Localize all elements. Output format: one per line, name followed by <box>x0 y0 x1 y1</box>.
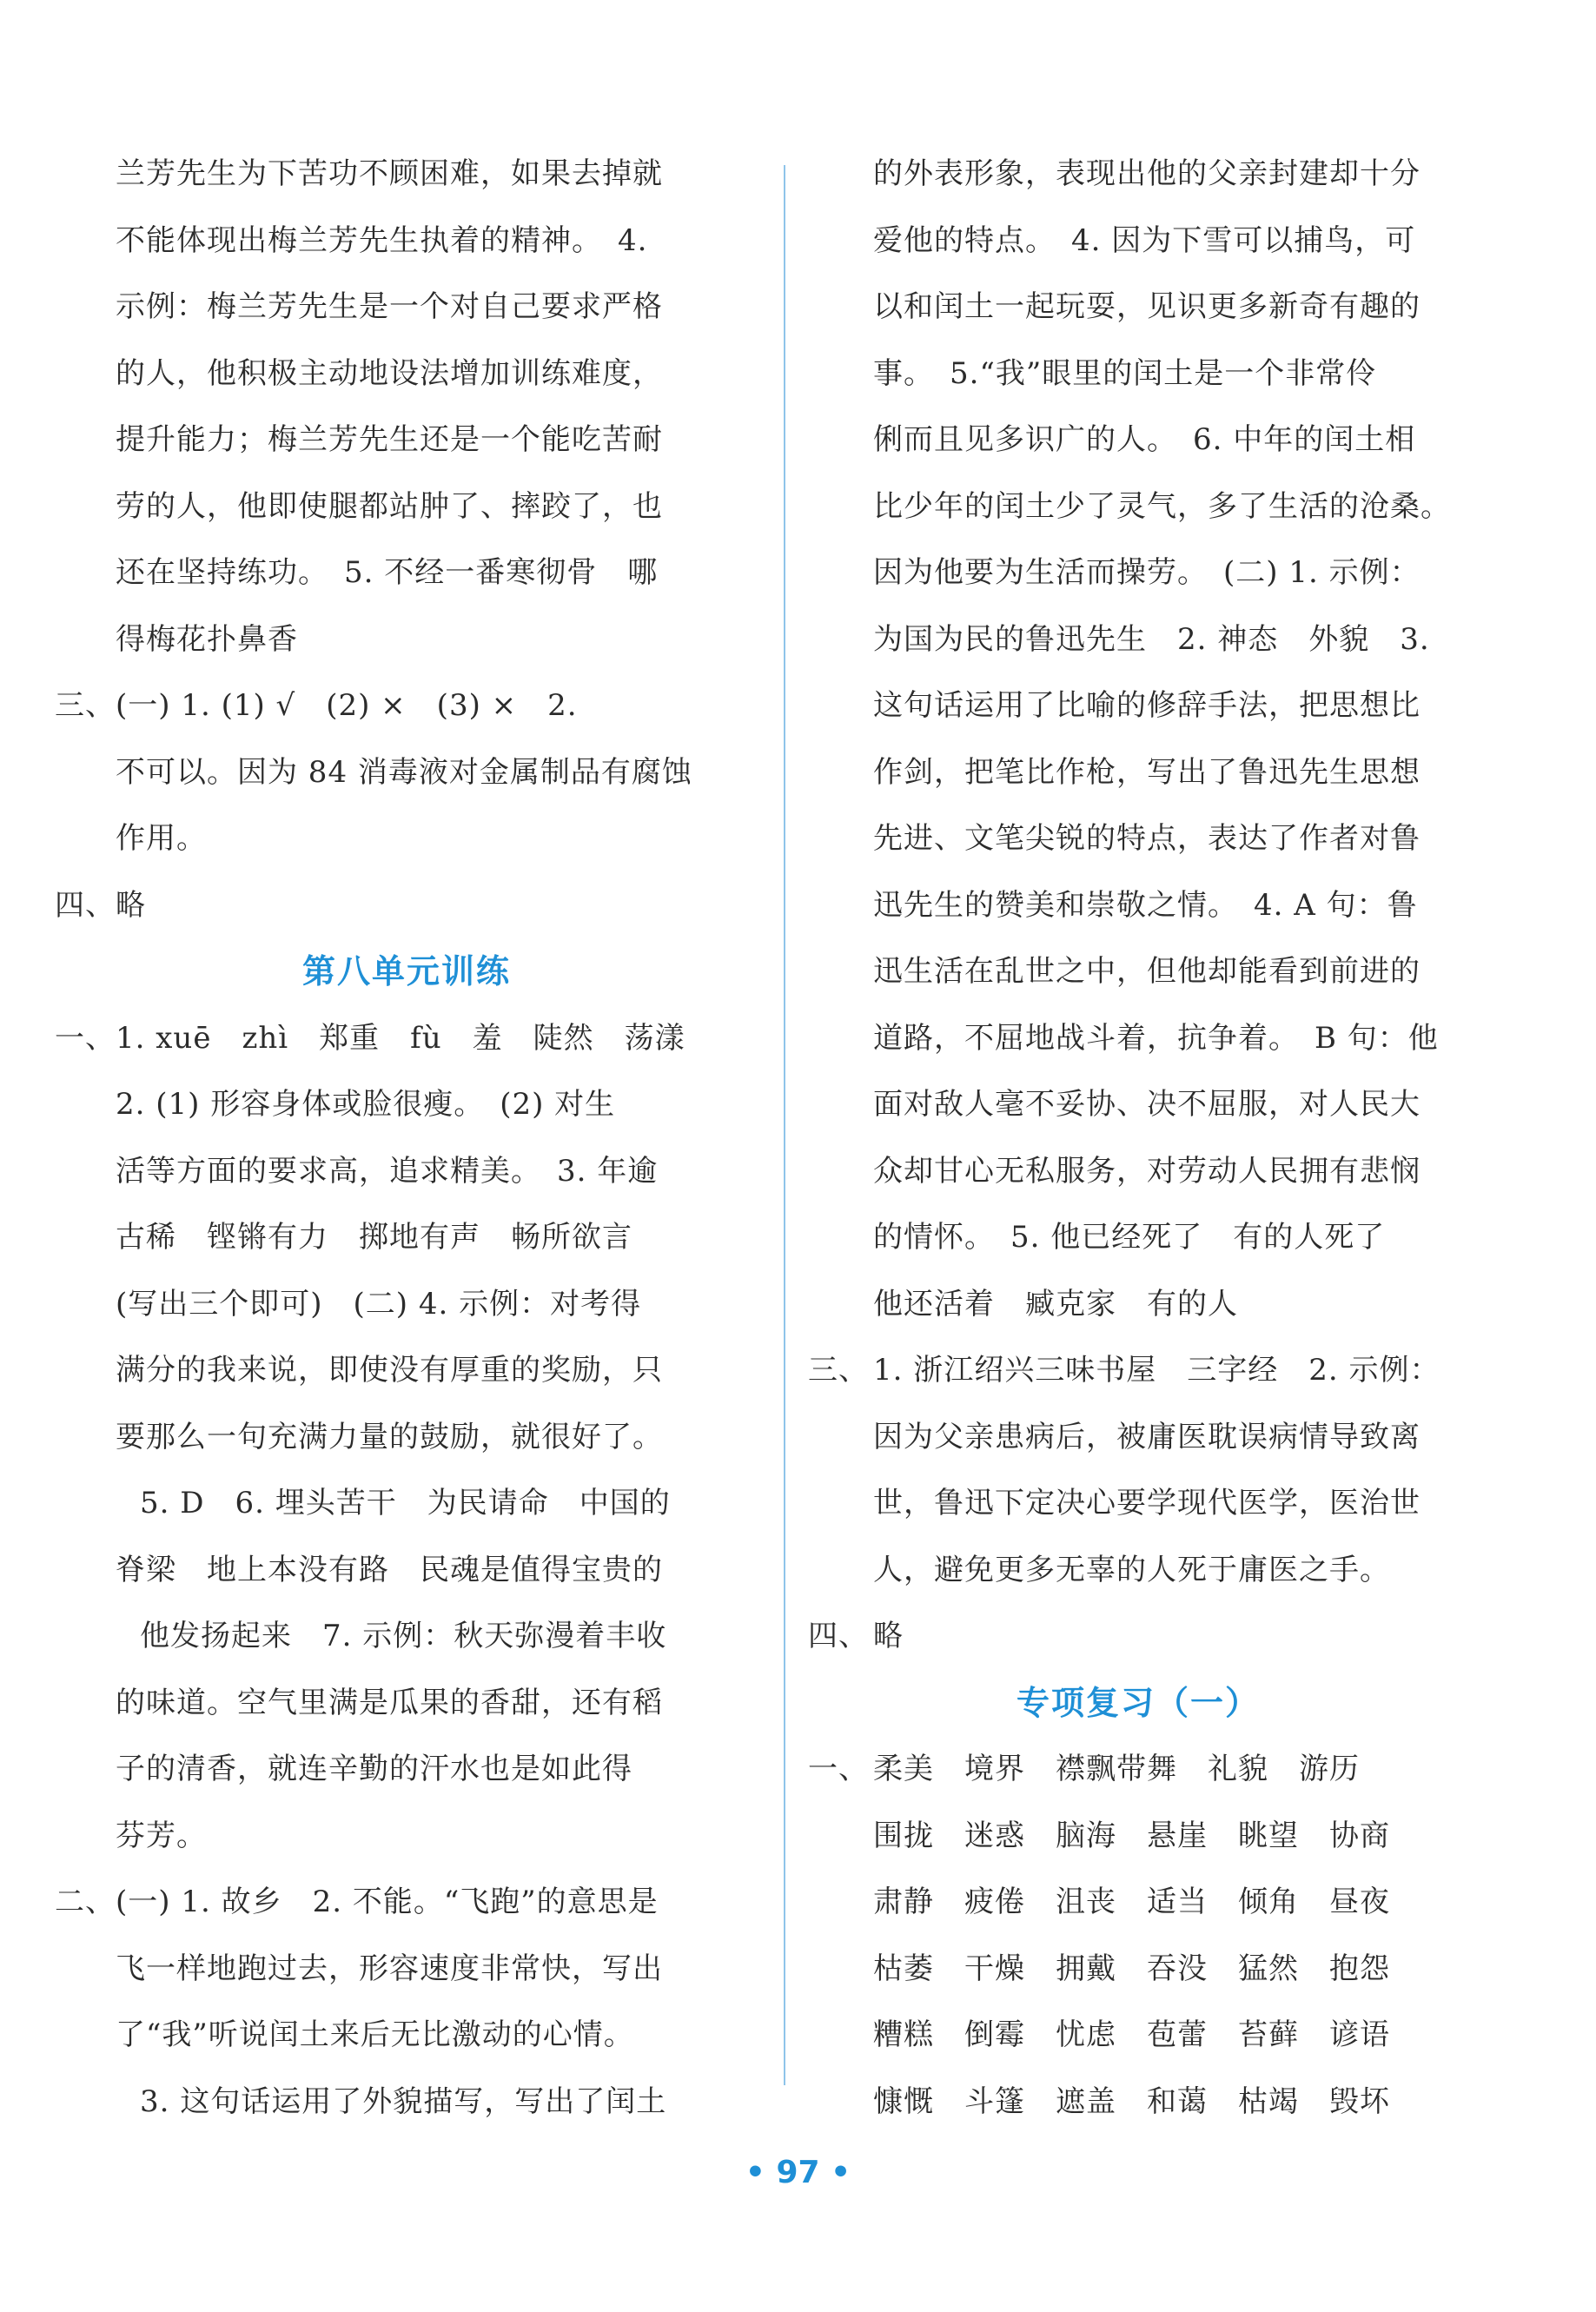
review-title: 专项复习（一） <box>1016 1683 1260 1722</box>
text-line: 兰芳先生为下苦功不顾困难，如果去掉就 <box>116 156 663 191</box>
text-line: 得梅花扑鼻香 <box>116 621 298 657</box>
text-line: 慷慨 斗篷 遮盖 和蔼 枯竭 毁坏 <box>873 2083 1390 2119</box>
page-number: • 97 • <box>745 2155 851 2190</box>
text-line: 古稀 铿锵有力 掷地有声 畅所欲言 <box>116 1220 632 1255</box>
text-line: 2. (1) 形容身体或脸很瘦。 (2) 对生 <box>116 1087 616 1122</box>
text-line: 迅先生的赞美和崇敬之情。 4. A 句：鲁 <box>873 887 1418 923</box>
section-label: 三、 <box>808 1353 869 1388</box>
text-line: 枯萎 干燥 拥戴 吞没 猛然 抱怨 <box>873 1951 1390 1986</box>
unit8-section-1-line <box>55 1005 758 1072</box>
text-line: 迅生活在乱世之中，但他却能看到前进的 <box>873 954 1421 989</box>
section-3-line <box>808 1337 1468 1404</box>
text-line: 的味道。空气里满是瓜果的香甜，还有稻 <box>116 1685 663 1720</box>
section-4-line <box>55 872 758 939</box>
text-line: (一) 1. 故乡 2. 不能。“飞跑”的意思是 <box>116 1885 659 1919</box>
text-line: 先进、文笔尖锐的特点，表达了作者对鲁 <box>873 821 1421 856</box>
section-4-line <box>808 1603 1468 1670</box>
text-line: 他发扬起来 7. 示例：秋天弥漫着丰收 <box>140 1619 667 1653</box>
text-line: 的外表形象，表现出他的父亲封建却十分 <box>873 156 1421 191</box>
text-line: 柔美 境界 襟飘带舞 礼貌 游历 <box>873 1752 1360 1786</box>
text-line: 以和闰土一起玩耍，见识更多新奇有趣的 <box>873 289 1421 324</box>
text-line: (一) 1. (1) √ (2) × (3) × 2. <box>116 688 578 723</box>
text-line: 人，避免更多无辜的人死于庸医之手。 <box>873 1552 1390 1587</box>
text-line: 劳的人，他即使腿都站肿了、摔跤了，也 <box>116 488 663 524</box>
text-line: 还在坚持练功。 5. 不经一番寒彻骨 哪 <box>116 555 659 590</box>
text-line: 的人，他积极主动地设法增加训练难度， <box>116 355 663 391</box>
text-line: 因为父亲患病后，被庸医耽误病情导致离 <box>873 1419 1421 1454</box>
text-line: 要那么一句充满力量的鼓励，就很好了。 <box>116 1419 663 1454</box>
text-line: 1. xuē zhì 郑重 fù 羞 陡然 荡漾 <box>116 1020 685 1056</box>
text-line: 事。 5.“我”眼里的闰土是一个非常伶 <box>873 355 1377 391</box>
text-line: 了“我”听说闰土来后无比激动的心情。 <box>116 2017 634 2052</box>
text-line: 示例：梅兰芳先生是一个对自己要求严格 <box>116 289 663 324</box>
section-label: 四、 <box>808 1619 869 1653</box>
text-line: 因为他要为生活而操劳。 (二) 1. 示例： <box>873 555 1421 590</box>
text-line: 提升能力；梅兰芳先生还是一个能吃苦耐 <box>116 422 663 457</box>
text-line: 为国为民的鲁迅先生 2. 神态 外貌 3. <box>873 621 1430 657</box>
text-line: 满分的我来说，即使没有厚重的奖励，只 <box>116 1353 663 1388</box>
text-line: 3. 这句话运用了外貌描写，写出了闰土 <box>140 2083 667 2119</box>
text-line: 众却甘心无私服务，对劳动人民拥有悲悯 <box>873 1153 1421 1189</box>
text-line: 略 <box>873 1619 904 1653</box>
text-line: 这句话运用了比喻的修辞手法，把思想比 <box>873 688 1421 723</box>
section-3-line <box>55 672 758 739</box>
right-column <box>808 141 1468 2135</box>
text-line: 世，鲁迅下定决心要学现代医学，医治世 <box>873 1486 1421 1520</box>
text-line: (写出三个即可) (二) 4. 示例：对考得 <box>116 1286 642 1322</box>
text-line: 5. D 6. 埋头苦干 为民请命 中国的 <box>140 1486 671 1520</box>
text-line: 道路，不屈地战斗着，抗争着。 B 句：他 <box>873 1020 1439 1056</box>
text-line: 不可以。因为 84 消毒液对金属制品有腐蚀 <box>116 754 692 790</box>
unit8-title: 第八单元训练 <box>301 952 511 990</box>
text-line: 脊梁 地上本没有路 民魂是值得宝贵的 <box>116 1552 663 1587</box>
text-line: 芬芳。 <box>116 1818 207 1853</box>
text-line: 1. 浙江绍兴三味书屋 三字经 2. 示例： <box>873 1353 1440 1388</box>
text-line: 俐而且见多识广的人。 6. 中年的闰土相 <box>873 422 1416 457</box>
text-line: 比少年的闰土少了灵气，多了生活的沧桑。 <box>873 488 1451 524</box>
text-line: 糟糕 倒霉 忧虑 苞蕾 苔藓 谚语 <box>873 2017 1390 2052</box>
text-line: 活等方面的要求高，追求精美。 3. 年逾 <box>116 1153 659 1189</box>
unit8-section-2-line <box>55 1869 758 1936</box>
text-line: 爱他的特点。 4. 因为下雪可以捕鸟，可 <box>873 222 1416 258</box>
column-divider <box>784 165 785 2085</box>
text-line: 面对敌人毫不妥协、决不屈服，对人民大 <box>873 1087 1421 1122</box>
text-line: 肃静 疲倦 沮丧 适当 倾角 昼夜 <box>873 1885 1390 1919</box>
section-label: 二、 <box>55 1885 116 1919</box>
text-line: 略 <box>116 887 146 923</box>
section-label: 三、 <box>55 688 116 723</box>
left-column <box>55 141 758 2135</box>
text-line: 作剑，把笔比作枪，写出了鲁迅先生思想 <box>873 754 1421 790</box>
section-label: 四、 <box>55 887 116 923</box>
section-label: 一、 <box>55 1020 116 1056</box>
text-line: 的情怀。 5. 他已经死了 有的人死了 <box>873 1220 1386 1255</box>
text-line: 飞一样地跑过去，形容速度非常快，写出 <box>116 1951 663 1986</box>
review-section-1-line <box>808 1736 1468 1803</box>
text-line: 子的清香，就连辛勤的汗水也是如此得 <box>116 1752 632 1786</box>
text-line: 他还活着 臧克家 有的人 <box>873 1286 1238 1322</box>
section-label: 一、 <box>808 1752 869 1786</box>
text-line: 围拢 迷惑 脑海 悬崖 眺望 协商 <box>873 1818 1390 1853</box>
text-line: 不能体现出梅兰芳先生执着的精神。 4. <box>116 222 648 258</box>
text-line: 作用。 <box>116 821 207 856</box>
